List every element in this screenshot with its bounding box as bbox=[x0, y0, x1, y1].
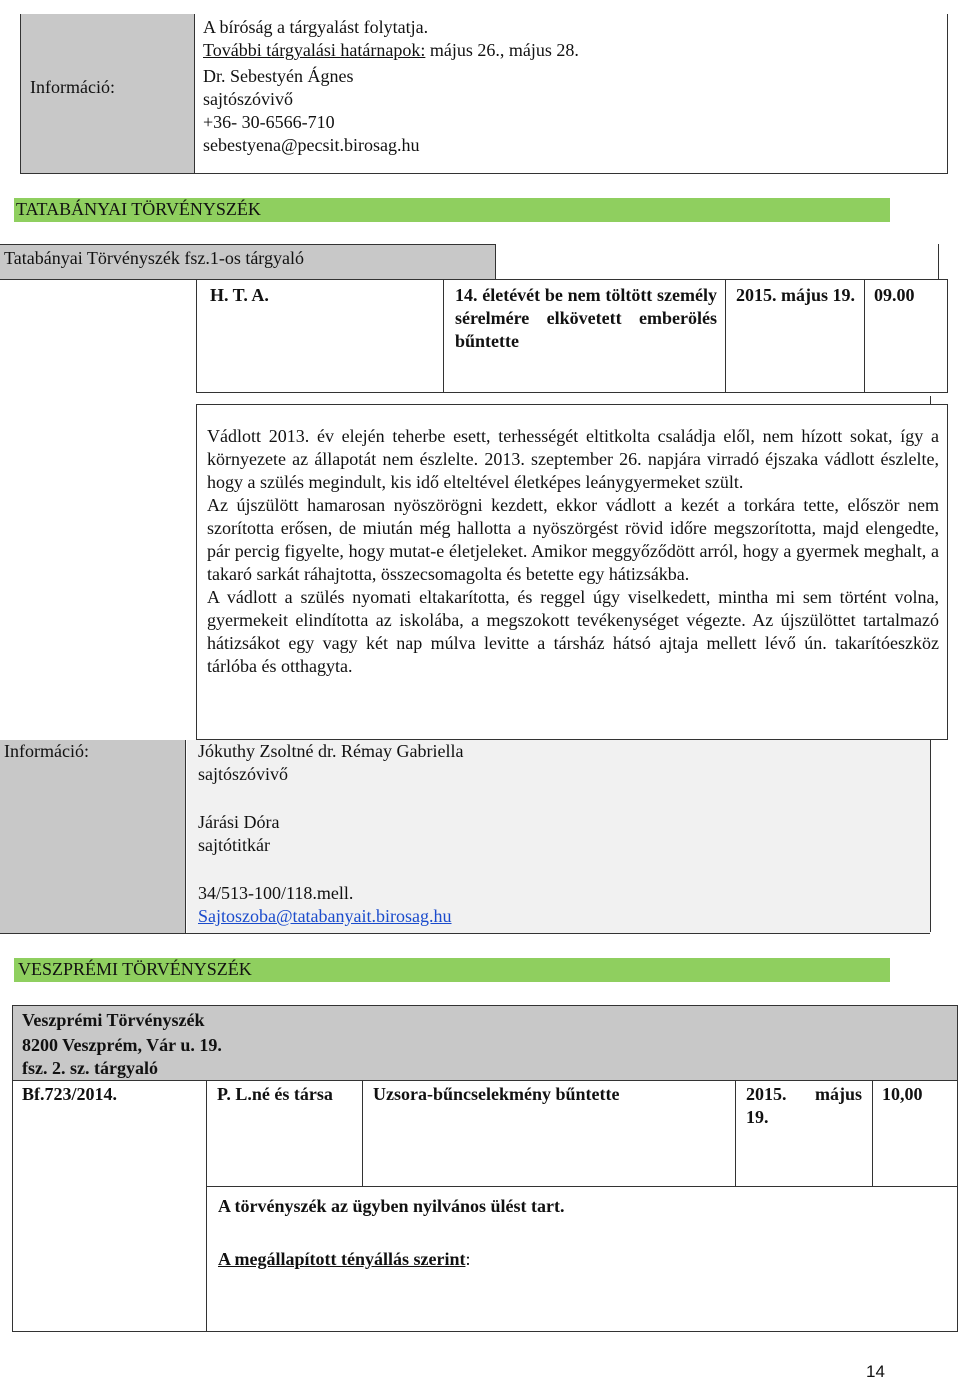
contact2-role: sajtótitkár bbox=[198, 835, 270, 855]
case-col-div-1 bbox=[443, 279, 444, 393]
vcase-div-3 bbox=[735, 1080, 736, 1186]
veszprem-time: 10,00 bbox=[882, 1084, 923, 1104]
contact-name: Dr. Sebestyén Ágnes bbox=[203, 66, 354, 86]
veszprem-date: 2015. május 19. bbox=[746, 1084, 862, 1127]
facts-paragraph-1: Vádlott 2013. év elején teherbe esett, terhességét eltitkolta családja elől, nem hízott sokat, így a környezete az állapotát nem észlelte. 2013. szeptember 26. napjára virradó éjszaka vádlott észlelte, hogy a szülés megindult, kis idő elteltével életképes leánygyermeket szült. bbox=[207, 426, 939, 492]
veszprem-defendant: P. L.né és társa bbox=[217, 1084, 333, 1104]
continue-note: A bíróság a tárgyalást folytatja. bbox=[203, 17, 429, 37]
tatabanya-time: 09.00 bbox=[874, 285, 915, 305]
veszprem-facts-label: A megállapított tényállás szerint bbox=[218, 1249, 466, 1269]
veszprem-court-info bbox=[22, 1009, 222, 1080]
facts-paragraph-3: A vádlott a szülés nyomati eltakarította, és reggel úgy viselkedett, mintha mi sem történt volna, gyermekeit elindította az iskolába, a megszokott tevékenységet végezte. Az újszülöttet tartalmazó hátizsákot egy vagy két nap múlva levitte a társház hátsó ajtaja mellett lévő ún. takarítóeszköz tárlóba és otthagyta. bbox=[207, 587, 939, 676]
veszprem-public-note: A törvényszék az ügyben nyilvános ülést tart. bbox=[218, 1196, 565, 1216]
contact-email: sebestyena@pecsit.birosag.hu bbox=[203, 135, 420, 155]
veszprem-court-name: Veszprémi Törvényszék bbox=[22, 1010, 205, 1030]
vcase-div-1 bbox=[206, 1080, 207, 1332]
vcase-div-4 bbox=[872, 1080, 873, 1186]
next-dates bbox=[203, 39, 933, 62]
contact1-role: sajtószóvivő bbox=[198, 764, 288, 784]
contact-email-link[interactable]: Sajtoszoba@tatabanyait.birosag.hu bbox=[198, 906, 452, 926]
tatabanya-court-title: TATABÁNYAI TÖRVÉNYSZÉK bbox=[16, 199, 261, 219]
tatabanya-room: Tatabányai Törvényszék fsz.1-os tárgyaló bbox=[4, 248, 304, 268]
case-col-div-2 bbox=[725, 279, 726, 393]
veszprem-room: fsz. 2. sz. tárgyaló bbox=[22, 1058, 158, 1078]
vcase-hline bbox=[206, 1186, 958, 1187]
tatabanya-defendant: H. T. A. bbox=[210, 285, 269, 305]
room-right-line bbox=[938, 244, 939, 280]
veszprem-facts-colon: : bbox=[465, 1249, 471, 1269]
facts-paragraph-2: Az újszülött hamarosan nyöszörögni kezdett, ekkor vádlott a kezét a torkára tette, először nem szorította erősen, de miután még hallotta a nyöszörgést rövid időre megszorította, majd elengedte, pár percig figyelte, hogy mutat-e életjeleket. Amikor meggyőződött arról, hogy a gyermek meghalt, a takaró sarkát ráhajtotta, összecsomagolta és betette egy hátizsákba. bbox=[207, 495, 939, 584]
next-dates-value: május 26., május 28. bbox=[425, 40, 579, 60]
case-col-div-3 bbox=[864, 279, 865, 393]
next-dates-label: További tárgyalási határnapok: bbox=[203, 40, 426, 60]
tatabanya-charge: 14. életévét be nem töltött személy sérelmére elkövetett emberölés bűntette bbox=[455, 285, 717, 351]
veszprem-charge: Uzsora-bűncselekmény bűntette bbox=[373, 1084, 620, 1104]
contact1-name: Jókuthy Zsoltné dr. Rémay Gabriella bbox=[198, 741, 464, 761]
contact-phone: +36- 30-6566-710 bbox=[203, 112, 335, 132]
contact-phone-2: 34/513-100/118.mell. bbox=[198, 883, 354, 903]
tatabanya-date: 2015. május 19. bbox=[736, 285, 856, 305]
veszprem-court-title: VESZPRÉMI TÖRVÉNYSZÉK bbox=[18, 959, 252, 979]
info-label-2: Információ: bbox=[4, 741, 89, 761]
info-row-2-bottom bbox=[0, 933, 930, 934]
info-block-1-divider bbox=[194, 14, 195, 174]
info-block-1-content bbox=[203, 16, 933, 157]
info-label-1: Információ: bbox=[30, 77, 115, 97]
vcase-div-2 bbox=[362, 1080, 363, 1186]
contact-role: sajtószóvivő bbox=[203, 89, 293, 109]
veszprem-case-number: Bf.723/2014. bbox=[22, 1084, 118, 1104]
tatabanya-room-bar bbox=[0, 244, 496, 280]
tatabanya-contacts bbox=[198, 740, 898, 928]
tatabanya-facts bbox=[207, 425, 939, 678]
veszprem-address: 8200 Veszprém, Vár u. 19. bbox=[22, 1035, 222, 1055]
contact2-name: Járási Dóra bbox=[198, 812, 280, 832]
page-number: 14 bbox=[866, 1362, 885, 1381]
info-label-cell-2 bbox=[0, 740, 186, 934]
tatabanya-court-header bbox=[14, 198, 890, 222]
veszprem-facts-heading bbox=[218, 1248, 470, 1271]
veszprem-court-header bbox=[14, 958, 890, 982]
